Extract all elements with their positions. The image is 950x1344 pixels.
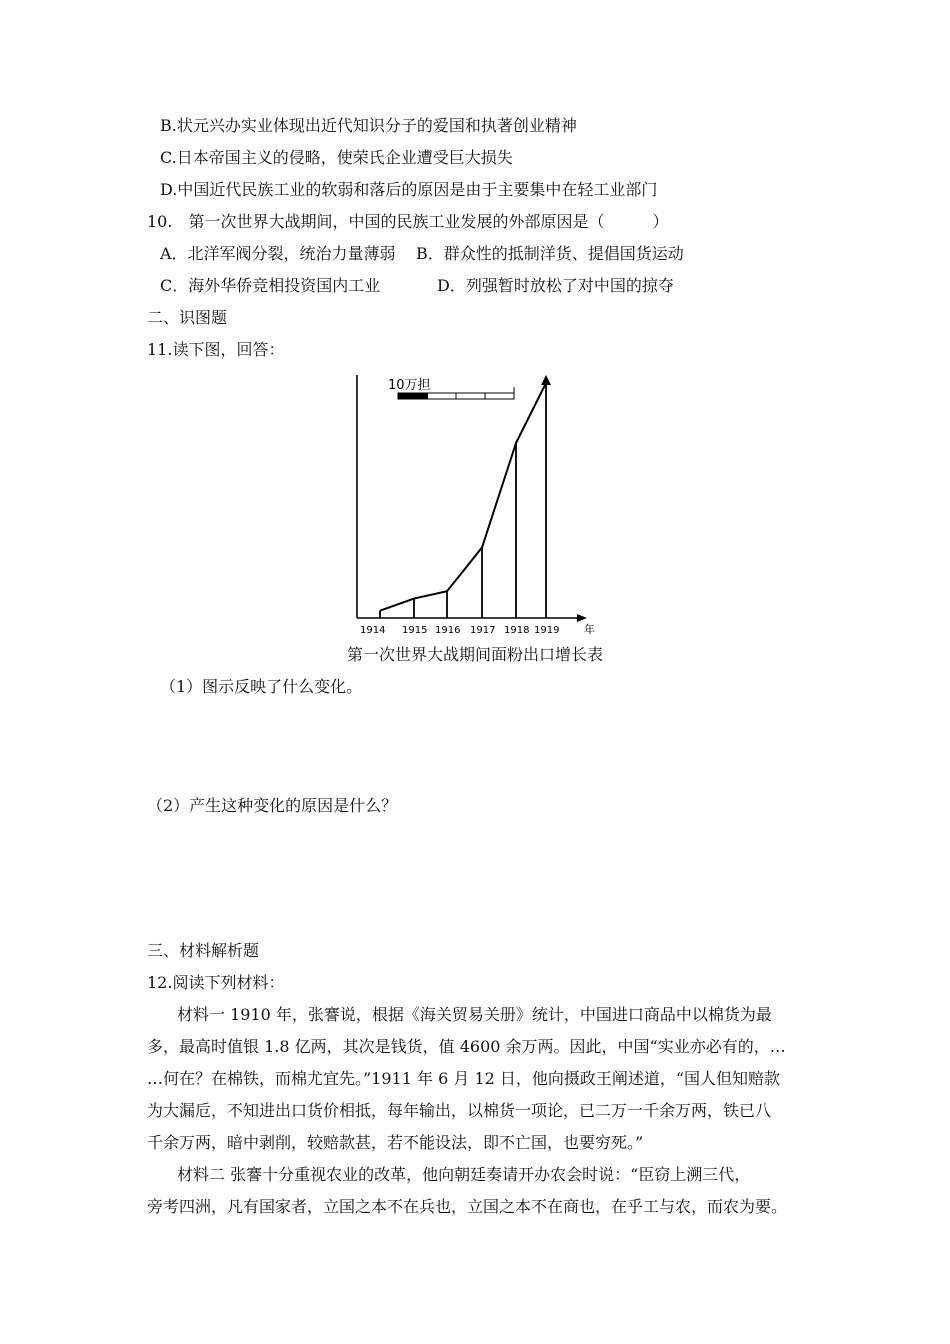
- x-tick-label: 1917: [470, 625, 496, 636]
- x-axis-unit: 年: [584, 623, 595, 636]
- material-1-line: …何在？在棉铁，而棉尤宜先。”1911 年 6 月 12 日，他向摄政王阐述道，“国人但知赔款: [147, 1069, 781, 1088]
- series-line: [380, 383, 546, 611]
- q10-option-d: D．列强暂时放松了对中国的掠夺: [437, 276, 674, 295]
- section-heading-3: 三、材料解析题: [147, 941, 260, 960]
- q11-stem: 11.读下图，回答：: [147, 340, 285, 359]
- q11-subquestion-2: （2）产生这种变化的原因是什么？: [147, 796, 398, 815]
- q12-stem: 12.阅读下列材料：: [147, 973, 285, 992]
- material-1-line: 多，最高时值银 1.8 亿两，其次是钱货，值 4600 余万两。因此，中国“实业亦必有的，…: [147, 1037, 786, 1056]
- q10-option-b: B．群众性的抵制洋货、提倡国货运动: [416, 244, 684, 263]
- series-arrow-head: [541, 375, 551, 385]
- material-1-line: 千余万两，暗中剥削，较赔款甚，若不能设法，即不亡国，也要穷死。”: [147, 1133, 644, 1152]
- x-axis-arrow: [577, 614, 587, 622]
- section-heading-2: 二、识图题: [147, 308, 228, 327]
- q10-option-c: C．海外华侨竞相投资国内工业: [160, 276, 381, 295]
- scale-label: 10万担: [388, 378, 431, 393]
- x-tick-label: 1915: [402, 625, 428, 636]
- material-1-line: 为大漏卮，不知进出口货价相抵，每年输出，以棉货一项论，已二万一千余万两，铁已八: [147, 1101, 772, 1120]
- x-tick-label: 1919: [534, 625, 560, 636]
- scale-bar-filled-segment: [398, 393, 428, 399]
- material-1-line: 材料一 1910 年，张謇说，根据《海关贸易关册》统计，中国进口商品中以棉货为最: [177, 1005, 772, 1024]
- q10-stem: 10. 第一次世界大战期间，中国的民族工业发展的外部原因是（ ）: [147, 212, 669, 231]
- q11-subquestion-1: （1）图示反映了什么变化。: [160, 677, 363, 696]
- material-2-line: 旁考四洲，凡有国家者，立国之本不在兵也，立国之本不在商也，在乎工与农，而农为要。: [147, 1197, 788, 1216]
- q9-option-c: C.日本帝国主义的侵略，使荣氏企业遭受巨大损失: [160, 148, 513, 167]
- q9-option-b: B.状元兴办实业体现出近代知识分子的爱国和执著创业精神: [160, 116, 577, 135]
- scale-bar: [388, 377, 514, 399]
- q10-option-a: A．北洋军阀分裂，统治力量薄弱: [160, 244, 396, 263]
- flour-export-chart: [340, 365, 610, 640]
- x-tick-label: 1916: [435, 625, 461, 636]
- q9-option-d: D.中国近代民族工业的软弱和落后的原因是由于主要集中在轻工业部门: [160, 180, 658, 199]
- x-tick-label: 1914: [360, 625, 386, 636]
- x-tick-label: 1918: [504, 625, 530, 636]
- material-2-line: 材料二 张謇十分重视农业的改革，他向朝廷奏请开办农会时说：“臣窃上溯三代，: [177, 1165, 751, 1184]
- chart-caption: 第一次世界大战期间面粉出口增长表: [346, 645, 603, 664]
